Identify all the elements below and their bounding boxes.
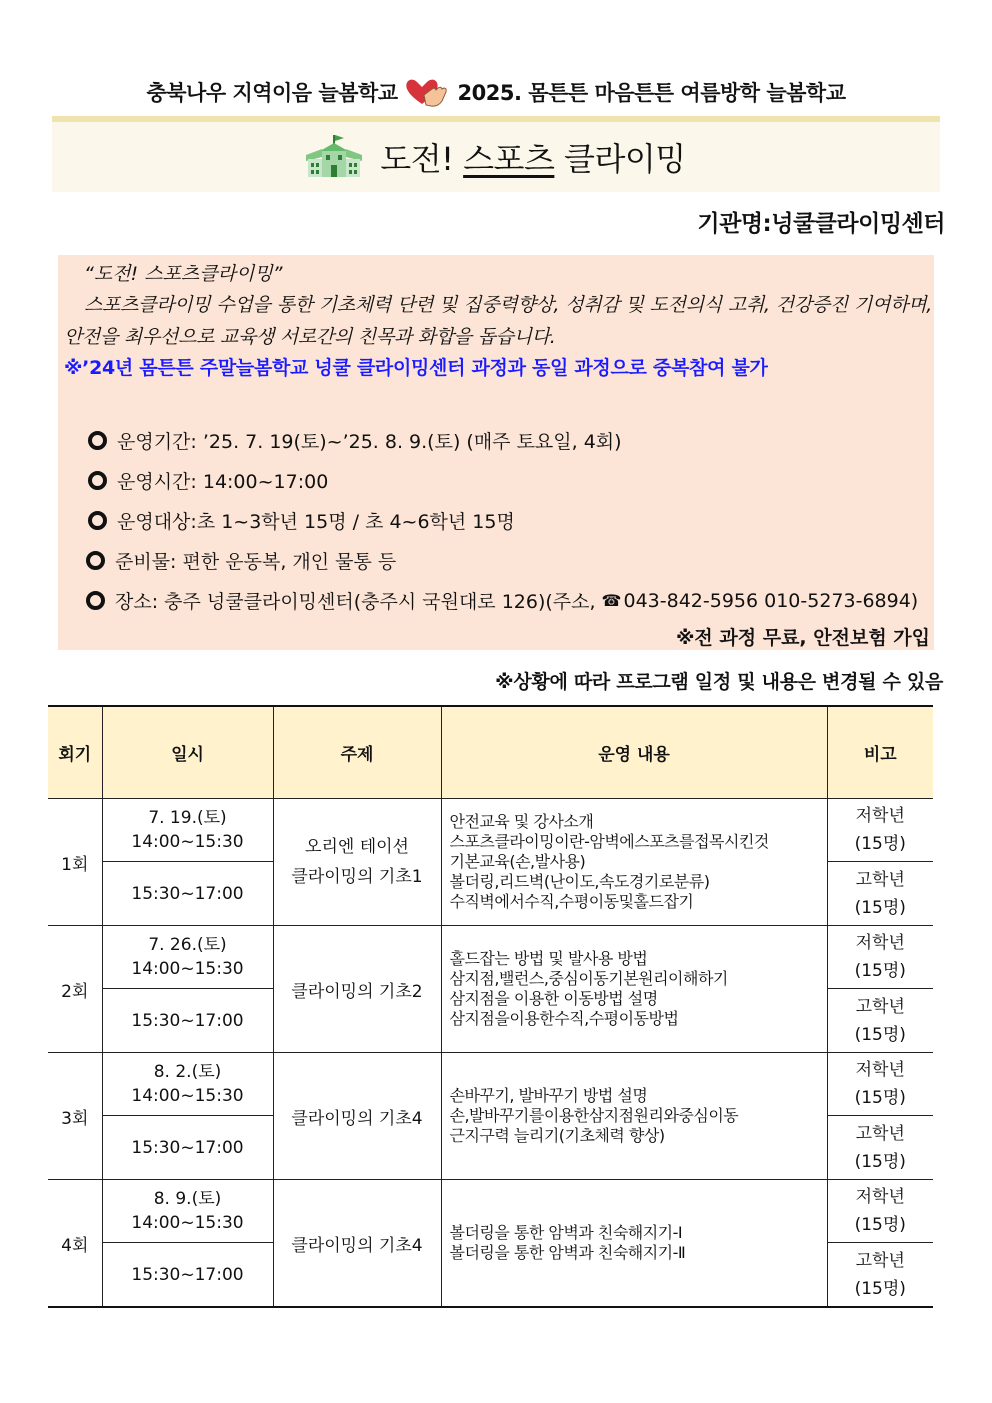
items-text: 준비물: 편한 운동복, 개인 물통 등 [115, 551, 397, 573]
info-panel [58, 255, 934, 650]
note-grade: 고학년 [855, 1250, 905, 1271]
topic-cell: 클라이밍의 기초4 [273, 1180, 441, 1308]
date-cell [102, 799, 273, 862]
telephone-icon: ☎ [601, 591, 622, 610]
bullet-period [88, 427, 622, 454]
title-underlined: 스포츠 [463, 140, 555, 178]
note-count: (15명) [854, 897, 906, 918]
note-count: (15명) [854, 1151, 906, 1172]
content-cell [441, 1180, 827, 1308]
time-text: 14:00~15:30 [131, 959, 244, 979]
header-right-text: 2025. 몸튼튼 마음튼튼 여름방학 늘봄학교 [457, 81, 846, 105]
content-line: 삼지점을이용한수직,수평이동방법 [449, 1009, 679, 1028]
content-line: 스포츠클라이밍이란-암벽에스포츠를접목시킨것 [449, 832, 769, 851]
place-text: 장소: 충주 넝쿨클라이밍센터(충주시 국원대로 126)(주소, [115, 591, 596, 613]
content-line: 안전교육 및 강사소개 [449, 812, 594, 831]
time-text: 운영시간: 14:00~17:00 [117, 471, 329, 493]
content-cell [441, 1053, 827, 1180]
note-cell [827, 862, 933, 926]
note-cell [827, 799, 933, 862]
header-left-text: 충북나우 지역이음 늘봄학교 [146, 81, 398, 105]
table-row [48, 926, 933, 989]
note-cell [827, 1116, 933, 1180]
bullet-place [86, 587, 918, 614]
header-note: 비고 [827, 706, 933, 799]
date-cell [102, 1053, 273, 1116]
header-topic: 주제 [273, 706, 441, 799]
header-date: 일시 [102, 706, 273, 799]
content-cell [441, 799, 827, 926]
date-text: 7. 19.(토) [148, 808, 227, 828]
content-line: 기본교육(손,발사용) [449, 852, 586, 871]
content-line: 근지구력 늘리기(기초체력 향상) [449, 1126, 665, 1145]
topic-cell: 클라이밍의 기초2 [273, 926, 441, 1053]
round-cell: 2회 [48, 926, 102, 1053]
round-cell: 1회 [48, 799, 102, 926]
phone-text: 043-842-5956 010-5273-6894) [623, 589, 919, 612]
note-grade: 저학년 [855, 806, 905, 826]
content-cell [441, 926, 827, 1053]
content-line: 홀드잡는 방법 및 발사용 방법 [449, 949, 648, 968]
date-text: 8. 9.(토) [153, 1189, 222, 1209]
note-count: (15명) [854, 1278, 906, 1299]
free-note: ※전 과정 무료, 안전보험 가입 [675, 627, 930, 649]
duplicate-notice: ※’24년 몸튼튼 주말늘봄학교 넝쿨 클라이밍센터 과정과 동일 과정으로 중복참여 불가 [64, 357, 768, 379]
content-line: 손,발바꾸기를이용한삼지점원리와중심이동 [449, 1106, 739, 1125]
note-grade: 고학년 [855, 996, 905, 1017]
schedule-table [48, 705, 933, 1308]
content-line: 손바꾸기, 발바꾸기 방법 설명 [449, 1086, 648, 1105]
note-count: (15명) [854, 1024, 906, 1045]
ring-bullet-icon [88, 471, 107, 490]
content-line: 수직벽에서수직,수평이동및홀드잡기 [449, 892, 694, 911]
table-row [48, 1180, 933, 1243]
content-line: 볼더링을 통한 암벽과 친숙해지기-Ⅰ [449, 1223, 683, 1242]
title-banner [52, 122, 940, 192]
note-grade: 저학년 [855, 1060, 905, 1080]
bullet-time [88, 467, 328, 494]
date-text: 7. 26.(토) [148, 935, 227, 955]
date-cell [102, 1180, 273, 1243]
content-line: 볼더링,리드벽(난이도,속도경기로분류) [449, 872, 710, 891]
time-text: 14:00~15:30 [131, 1213, 244, 1233]
organization-name: 기관명:넝쿨클라이밍센터 [697, 211, 945, 237]
date-cell [102, 926, 273, 989]
topic-cell [273, 799, 441, 926]
ring-bullet-icon [86, 591, 105, 610]
content-line: 볼더링을 통한 암벽과 친숙해지기-Ⅱ [449, 1243, 686, 1262]
ring-bullet-icon [88, 511, 107, 530]
topic-text: 오리엔 테이션 [305, 837, 409, 857]
table-header-row [48, 706, 933, 799]
note-cell [827, 989, 933, 1053]
topic-cell: 클라이밍의 기초4 [273, 1053, 441, 1180]
header-round: 회기 [48, 706, 102, 799]
note-count: (15명) [854, 834, 906, 854]
page-header [0, 72, 992, 112]
time-text: 14:00~15:30 [131, 1086, 244, 1106]
note-count: (15명) [854, 961, 906, 981]
header-content: 운영 내용 [441, 706, 827, 799]
heart-hand-icon [404, 75, 448, 109]
note-cell [827, 1180, 933, 1243]
round-cell: 3회 [48, 1053, 102, 1180]
intro-body: 스포츠클라이밍 수업을 통한 기초체력 단련 및 집중력향상, 성취감 및 도전의식 고취, 건강증진 기여하며, 안전을 최우선으로 교육생 서로간의 친목과 화합을 돕습니다. [64, 294, 932, 348]
round-cell: 4회 [48, 1180, 102, 1308]
table-row [48, 1053, 933, 1116]
note-grade: 고학년 [855, 1123, 905, 1144]
note-grade: 저학년 [855, 933, 905, 953]
note-grade: 저학년 [855, 1187, 905, 1207]
note-count: (15명) [854, 1215, 906, 1235]
time-text: 14:00~15:30 [131, 832, 244, 852]
target-text: 운영대상:초 1~3학년 15명 / 초 4~6학년 15명 [117, 511, 515, 533]
change-note: ※상황에 따라 프로그램 일정 및 내용은 변경될 수 있음 [495, 671, 943, 693]
note-cell [827, 926, 933, 989]
table-row [48, 799, 933, 862]
time-cell: 15:30~17:00 [102, 989, 273, 1053]
school-building-icon [306, 135, 362, 179]
page-title [380, 134, 685, 180]
note-cell [827, 1053, 933, 1116]
bullet-items [86, 547, 396, 574]
topic-text: 클라이밍의 기초1 [291, 867, 423, 887]
note-grade: 고학년 [855, 869, 905, 890]
content-line: 삼지점을 이용한 이동방법 설명 [449, 989, 658, 1008]
date-text: 8. 2.(토) [153, 1062, 222, 1082]
intro-quote: “도전! 스포츠클라이밍” [84, 263, 283, 285]
time-cell: 15:30~17:00 [102, 1116, 273, 1180]
time-cell: 15:30~17:00 [102, 862, 273, 926]
title-suffix: 클라이밍 [554, 140, 686, 178]
note-count: (15명) [854, 1088, 906, 1108]
bullet-target [88, 507, 515, 534]
note-cell [827, 1243, 933, 1308]
ring-bullet-icon [86, 551, 105, 570]
title-prefix: 도전! [380, 140, 464, 178]
ring-bullet-icon [88, 431, 107, 450]
period-text: 운영기간: ’25. 7. 19(토)~’25. 8. 9.(토) (매주 토요일, 4회) [117, 431, 622, 453]
time-cell: 15:30~17:00 [102, 1243, 273, 1308]
content-line: 삼지점,밸런스,중심이동기본원리이해하기 [449, 969, 728, 988]
